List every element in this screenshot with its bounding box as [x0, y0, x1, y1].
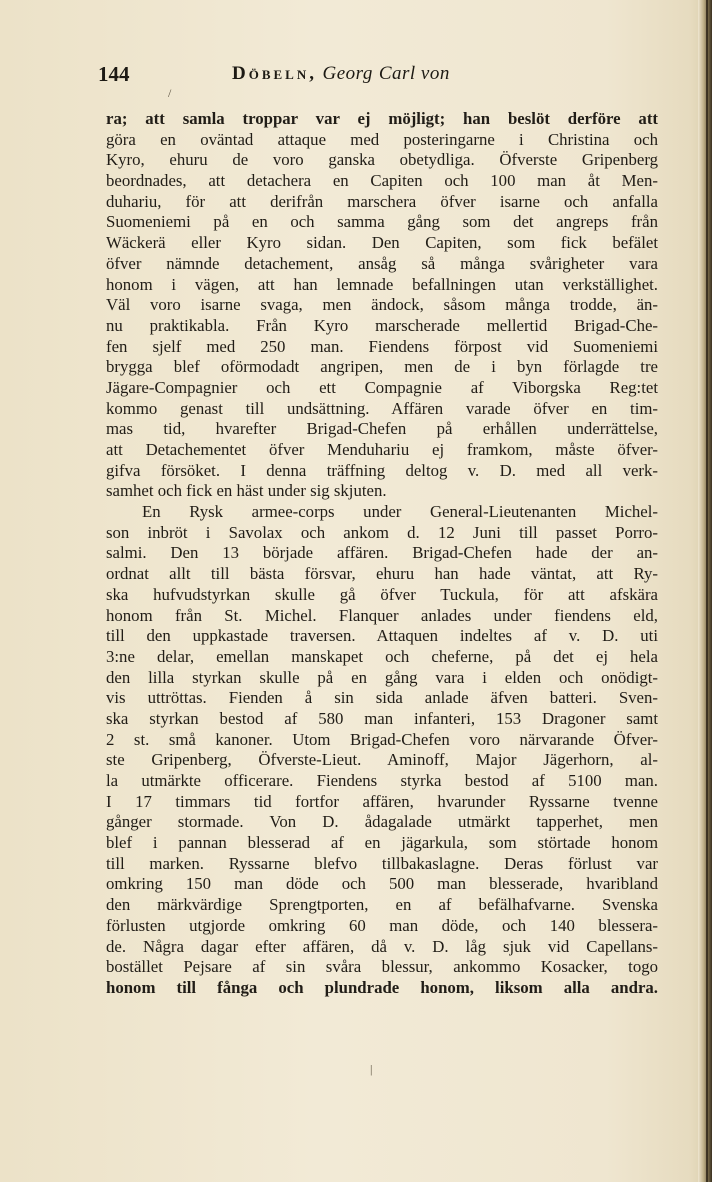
text-line: fen sjelf med 250 man. Fiendens förpost vid Suomeniemi [106, 336, 658, 356]
text-line: mas tid, hvarefter Brigad-Chefen på erhållen underrättelse, [106, 419, 658, 439]
text-line: 3:ne delar, emellan manskapet och cheferne, på det ej hela [106, 646, 658, 666]
text-line: till marken. Ryssarne blefvo tillbakaslagne. Deras förlust var [106, 853, 658, 873]
text-line: förlusten utgjorde omkring 60 man döde, och 140 blessera- [106, 915, 658, 935]
text-line: blef i pannan blesserad af en jägarkula, som störtade honom [106, 833, 658, 853]
text-line: nu praktikabla. Från Kyro marscherade mellertid Brigad-Che- [106, 315, 658, 335]
text-line: honom till fånga och plundrade honom, liksom alla andra. [106, 977, 658, 997]
text-line: gånger stormade. Von D. ådagalade utmärkt tapperhet, men [106, 812, 658, 832]
text-line: vis uttröttas. Fienden å sin sida anlade äfven batteri. Sven- [106, 688, 658, 708]
text-line: gifva försöket. I denna träffning deltog v. D. med all verk- [106, 460, 658, 480]
handwritten-annotation: Carl von [378, 63, 450, 84]
running-head [232, 62, 450, 85]
text-line: öfver nämnde detachement, ansåg så många svårigheter vara [106, 253, 658, 273]
text-line: Suomeniemi på en och samma gång som det angreps från [106, 212, 658, 232]
author-given-name: Georg [322, 63, 373, 84]
margin-mark-bottom: | [370, 1062, 373, 1076]
running-header [98, 60, 658, 94]
text-line: kommo genast till undsättning. Affären varade öfver en tim- [106, 398, 658, 418]
text-line: duhariu, för att derifrån marschera öfver isarne och anfalla [106, 191, 658, 211]
text-line: Wäckerä eller Kyro sidan. Den Capiten, som fick befälet [106, 233, 658, 253]
text-line: honom i vägen, att han lemnade befallningen utan verkställighet. [106, 274, 658, 294]
text-line: de. Några dagar efter affären, då v. D. låg sjuk vid Capellans- [106, 936, 658, 956]
text-line: Jägare-Compagnier och ett Compagnie af Viborgska Reg:tet [106, 377, 658, 397]
text-line: En Rysk armee-corps under General-Lieutenanten Michel- [142, 502, 658, 522]
text-line: till den uppkastade traversen. Attaquen indeltes af v. D. uti [106, 626, 658, 646]
text-line: omkring 150 man döde och 500 man blesserade, hvaribland [106, 874, 658, 894]
text-line: ste Gripenberg, Öfverste-Lieut. Aminoff, Major Jägerhorn, al- [106, 750, 658, 770]
margin-mark-top: / [168, 86, 172, 100]
header-comma: , [309, 63, 315, 84]
text-line: ordnat allt till bästa försvar, ehuru han hade väntat, att Ry- [106, 564, 658, 584]
text-line: göra en oväntad attaque med posteringarne i Christina och [106, 129, 658, 149]
text-line: brygga blef oförmodadt angripen, men de i byn förlagde tre [106, 357, 658, 377]
text-line: I 17 timmars tid fortfor affären, hvarunder Ryssarne tvenne [106, 791, 658, 811]
text-line: bostället Pejsare af sin svåra blessur, ankommo Kosacker, togo [106, 957, 658, 977]
page-number: 144 [98, 62, 130, 86]
page-edge-line [706, 0, 708, 1182]
text-line: beordnades, att detachera en Capiten och 100 man åt Men- [106, 171, 658, 191]
text-line: ska styrkan bestod af 580 man infanteri, 153 Dragoner samt [106, 708, 658, 728]
author-surname: Döbeln [232, 63, 310, 84]
body-text [106, 109, 658, 999]
text-line: att Detachementet öfver Menduhariu ej framkom, måste öfver- [106, 440, 658, 459]
text-line: 2 st. små kanoner. Utom Brigad-Chefen voro närvarande Öfver- [106, 729, 658, 749]
text-line: la utmärkte officerare. Fiendens styrka bestod af 5100 man. [106, 771, 658, 790]
text-line: den märkvärdige Sprengtporten, en af befälhafvarne. Svenska [106, 895, 658, 915]
page-edge [698, 0, 712, 1182]
text-line: honom från St. Michel. Flanquer anlades under fiendens eld, [106, 605, 658, 625]
text-line: den lilla styrkan skulle på en gång vara i elden och onödigt- [106, 667, 658, 687]
text-line: ra; att samla troppar var ej möjligt; han beslöt derföre att [106, 109, 658, 128]
text-line: Kyro, ehuru de voro ganska obetydliga. Öfverste Gripenberg [106, 150, 658, 170]
text-line: samhet och fick en häst under sig skjuten. [106, 481, 387, 501]
text-line: ska hufvudstyrkan skulle gå öfver Tuckula, för att afskära [106, 584, 658, 604]
text-line: salmi. Den 13 började affären. Brigad-Chefen hade der an- [106, 543, 658, 563]
text-line: Väl voro isarne svaga, men ändock, såsom många trodde, än- [106, 295, 658, 315]
text-line: son inbröt i Savolax och ankom d. 12 Juni till passet Porro- [106, 522, 658, 542]
